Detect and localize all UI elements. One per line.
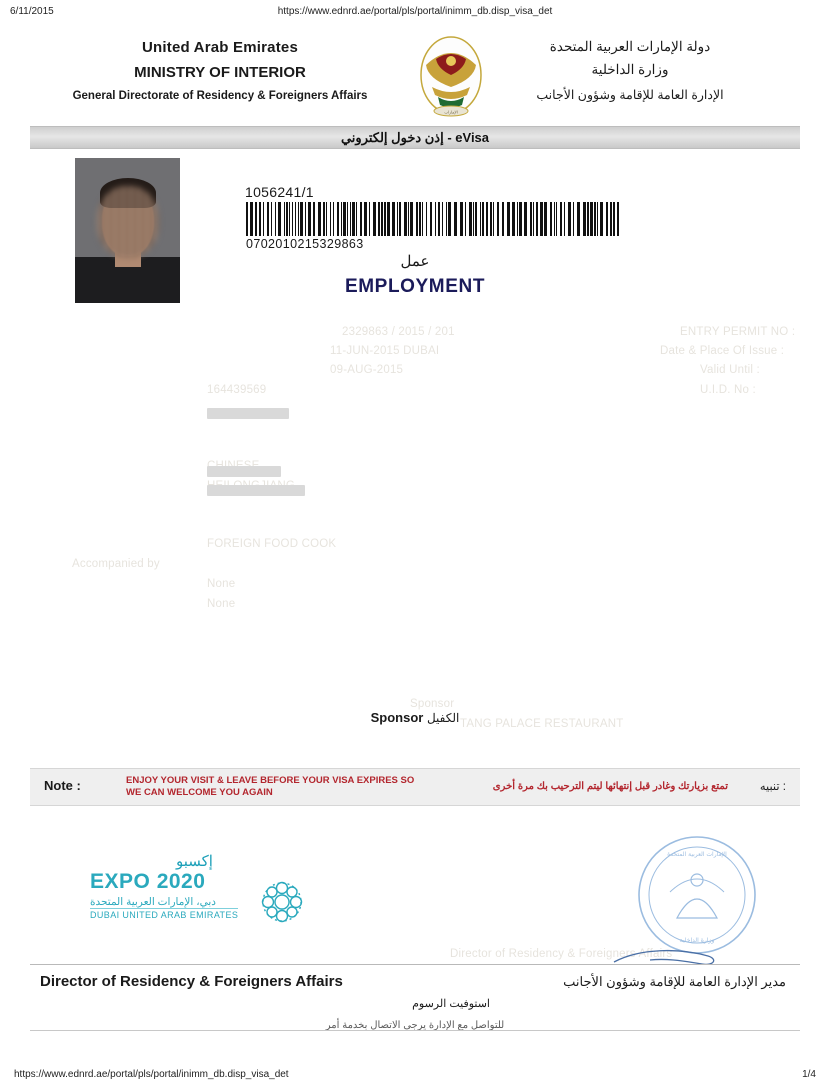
ghost-text: Sponsor (410, 698, 455, 710)
table-row (30, 561, 800, 580)
note-label-ar: تنبيه : (759, 781, 786, 793)
permit-type-ar: عمل (400, 253, 430, 270)
sponsor-section-title (30, 710, 800, 725)
ghost-text: 09-AUG-2015 (330, 364, 404, 376)
field-table (30, 312, 800, 581)
uae-emblem-icon (418, 35, 484, 121)
fees-paid-label: استوفيت الرسوم (412, 998, 490, 1010)
director-title-en: Director of Residency & Foreigners Affairs (40, 973, 343, 990)
document-masthead (30, 35, 800, 125)
note-bar (30, 768, 800, 806)
table-row (30, 331, 800, 350)
print-url-bottom: https://www.ednrd.ae/portal/pls/portal/inimm_db.disp_visa_det (14, 1069, 289, 1080)
table-row (30, 312, 800, 331)
country-name-en: United Arab Emirates (142, 39, 298, 56)
ghost-text: Date & Place Of Issue : (660, 345, 785, 357)
ghost-text: FOREIGN FOOD COOK (207, 538, 337, 550)
ghost-text: 11-JUN-2015 DUBAI (330, 345, 440, 357)
ghost-text: None (207, 578, 236, 590)
ghost-text: TANG PALACE RESTAURANT (460, 718, 624, 730)
table-row (30, 350, 800, 369)
ministry-name-ar: وزارة الداخلية (591, 62, 669, 77)
expo-label-en: EXPO 2020 (90, 870, 206, 893)
contact-note: للتواصل مع الإدارة يرجى الاتصال بخدمة أمر (325, 1020, 505, 1031)
expo-flower-icon (254, 874, 310, 930)
note-label-en: Note : (44, 778, 81, 793)
table-row (30, 466, 800, 485)
barcode-number: 0702010215329863 (246, 237, 364, 251)
expo-sub-ar: دبي، الإمارات العربية المتحدة (90, 896, 216, 908)
ghost-text: ENTRY PERMIT NO : (680, 326, 796, 338)
evisa-title-label: إذن دخول إلكتروني - eVisa (340, 129, 490, 145)
directorate-name-ar: الإدارة العامة للإقامة وشؤون الأجانب (536, 88, 724, 102)
table-row (30, 408, 800, 427)
table-row (30, 504, 800, 523)
print-url-top: https://www.ednrd.ae/portal/pls/portal/inimm_db.disp_visa_det (277, 6, 553, 17)
ghost-text: Valid Until : (700, 364, 760, 376)
ghost-text: None (207, 598, 236, 610)
svg-text:وزارة الداخلية: وزارة الداخلية (679, 937, 715, 944)
table-row (30, 370, 800, 389)
table-row (30, 523, 800, 542)
note-text-ar: تمتع بزيارتك وغادر قبل إنتهائها ليتم الترحيب بك مرة أخرى (492, 781, 728, 792)
ministry-name-en: MINISTRY OF INTERIOR (134, 64, 306, 81)
official-seal-icon (632, 830, 762, 960)
sponsor-field-table (30, 730, 800, 772)
note-text-en: ENJOY YOUR VISIT & LEAVE BEFORE YOUR VISA EXPIRES SO WE CAN WELCOME YOU AGAIN (126, 775, 415, 798)
table-row (30, 485, 800, 504)
redacted-value (207, 466, 281, 479)
barcode-image (246, 202, 622, 236)
print-page-number: 1/4 (802, 1069, 816, 1080)
visa-document (30, 30, 800, 1031)
table-row (30, 542, 800, 561)
directorate-name-en: General Directorate of Residency & Foreigners Affairs (72, 90, 368, 102)
evisa-title-bar (30, 126, 800, 149)
svg-text:الإمارات العربية المتحدة: الإمارات العربية المتحدة (667, 851, 727, 858)
masthead-english (70, 39, 370, 102)
footer-divider (30, 1030, 800, 1031)
expo-label-ar: إكسبو (176, 853, 213, 870)
sponsor-title-ar: الكفيل (426, 711, 460, 725)
sponsor-title-en: Sponsor (370, 710, 424, 725)
ghost-text: U.I.D. No : (700, 384, 756, 396)
svg-text:الإمارات: الإمارات (444, 109, 458, 115)
redacted-value (207, 485, 305, 498)
expo-2020-logo (58, 852, 328, 932)
director-title-ar: مدير الإدارة العامة للإقامة وشؤون الأجانب (563, 974, 786, 989)
table-row (30, 446, 800, 465)
ghost-text: 2329863 / 2015 / 201 (342, 326, 455, 338)
country-name-ar: دولة الإمارات العربية المتحدة (549, 39, 711, 54)
table-row (30, 730, 800, 751)
ghost-text: Accompanied by (72, 558, 160, 570)
expo-sub-en: DUBAI UNITED ARAB EMIRATES (90, 910, 239, 920)
ghost-text: 164439569 (207, 384, 267, 396)
table-row (30, 389, 800, 408)
table-row (30, 427, 800, 446)
ghost-text: Director of Residency & Foreigners Affairs (450, 948, 673, 960)
permit-type-en: EMPLOYMENT (344, 276, 486, 297)
director-footer (30, 964, 800, 1025)
permit-serial-number: 1056241/1 (245, 184, 314, 200)
redacted-value (207, 408, 289, 421)
print-date: 6/11/2015 (10, 6, 54, 17)
masthead-arabic (480, 39, 780, 102)
